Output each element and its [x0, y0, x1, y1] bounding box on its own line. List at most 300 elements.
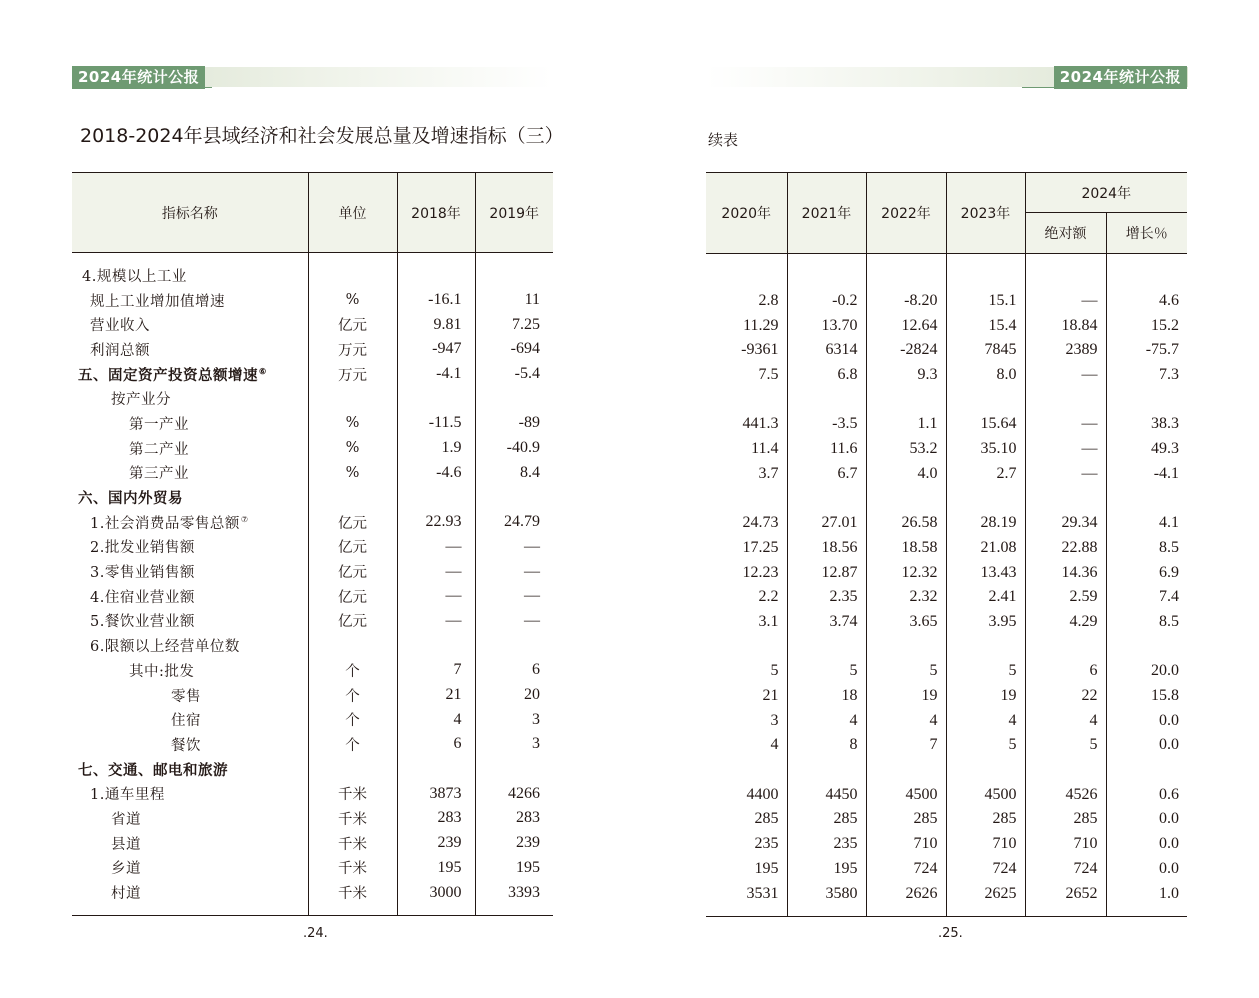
value-2024-absolute: — [1025, 437, 1106, 462]
table-row [706, 363, 1187, 388]
value-2024-growth: 49.3 [1151, 440, 1180, 458]
value-2018: — [397, 559, 475, 584]
indicator-label: 县道 [111, 836, 141, 853]
table-row [72, 757, 553, 782]
value-2024-absolute [1025, 486, 1106, 511]
value-2024-growth: 0.0 [1159, 859, 1180, 877]
table-row [72, 584, 553, 609]
unit-cell: 个 [308, 658, 397, 683]
table-row [72, 288, 553, 313]
unit-cell: 个 [308, 707, 397, 732]
value-2024-growth [1106, 486, 1187, 511]
table-row [72, 411, 553, 436]
value-2023: 724 [946, 857, 1025, 882]
value-2020: 3.1 [706, 610, 787, 635]
value-2020: -9361 [706, 338, 787, 363]
value-2022: 18.58 [866, 536, 946, 561]
value-2024-absolute: 285 [1025, 807, 1106, 832]
value-2022: 285 [866, 807, 946, 832]
value-2020: 285 [706, 807, 787, 832]
value-2018: 21 [397, 683, 475, 708]
indicator-name [72, 559, 308, 584]
value-2024-growth [1106, 387, 1187, 412]
spacer-cell [475, 905, 553, 916]
value-2018: 195 [397, 856, 475, 881]
value-2018 [397, 633, 475, 658]
value-2018: 239 [397, 831, 475, 856]
table-row [706, 387, 1187, 412]
value-2021: 27.01 [787, 511, 866, 536]
unit-cell: 个 [308, 732, 397, 757]
indicator-name [72, 683, 308, 708]
table-row [706, 659, 1187, 684]
value-2022: 4.0 [866, 462, 946, 487]
value-2023: 15.4 [946, 313, 1025, 338]
column-header-indicator: 指标名称 [72, 173, 308, 253]
value-2021: 6314 [787, 338, 866, 363]
unit-cell: 亿元 [308, 609, 397, 634]
footnote-marker: ⑦ [240, 514, 249, 524]
table-row [72, 337, 553, 362]
value-2021: 4450 [787, 782, 866, 807]
value-2024-growth: 15.8 [1151, 687, 1180, 705]
value-2024-absolute: 2652 [1025, 881, 1106, 906]
value-2019: 24.79 [504, 513, 540, 531]
indicator-name [72, 633, 308, 658]
spacer-cell [706, 254, 787, 265]
value-2019: 11 [524, 291, 540, 309]
value-2021: 195 [787, 857, 866, 882]
column-group-2024: 2024年 [1025, 173, 1187, 213]
value-2020: 5 [706, 659, 787, 684]
value-2024-absolute [1025, 387, 1106, 412]
table-row [706, 733, 1187, 758]
indicator-name [72, 831, 308, 856]
value-2020: 3531 [706, 881, 787, 906]
unit-cell: % [308, 461, 397, 486]
value-2020: 441.3 [706, 412, 787, 437]
column-header-2018: 2018年 [397, 173, 475, 253]
value-2022: -8.20 [866, 289, 946, 314]
indicator-label: 村道 [111, 886, 141, 903]
spacer-cell [1025, 906, 1106, 917]
value-2018 [397, 485, 475, 510]
value-2024-growth: 0.6 [1159, 785, 1180, 803]
table-row [706, 412, 1187, 437]
value-2023: 2.41 [946, 585, 1025, 610]
unit-cell: 万元 [308, 362, 397, 387]
indicator-name [72, 757, 308, 782]
spacer-cell [866, 254, 946, 265]
value-2024-absolute: 6 [1025, 659, 1106, 684]
value-2024-absolute: — [1025, 363, 1106, 388]
value-2023: 35.10 [946, 437, 1025, 462]
spacer-cell [946, 254, 1025, 265]
value-2023: 2.7 [946, 462, 1025, 487]
unit-cell: 亿元 [308, 535, 397, 560]
value-2023: 19 [946, 684, 1025, 709]
value-2018: 7 [397, 658, 475, 683]
value-2020: 235 [706, 832, 787, 857]
spacer-row [706, 254, 1187, 265]
indicator-label: 4.规模以上工业 [82, 268, 187, 285]
value-2019: -5.4 [514, 365, 540, 383]
value-2018: 22.93 [397, 510, 475, 535]
value-2021 [787, 264, 866, 289]
value-2022: 12.32 [866, 560, 946, 585]
value-2019: 20 [524, 686, 540, 704]
value-2021: 13.70 [787, 313, 866, 338]
indicator-label: 规上工业增加值增速 [90, 293, 225, 310]
column-header-2021: 2021年 [787, 173, 866, 254]
value-2022: 53.2 [866, 437, 946, 462]
value-2022 [866, 758, 946, 783]
spacer-cell [787, 254, 866, 265]
value-2022: 5 [866, 659, 946, 684]
value-2024-absolute: 22.88 [1025, 536, 1106, 561]
value-2023: 4 [946, 708, 1025, 733]
value-2021: 3580 [787, 881, 866, 906]
value-2024-growth: 6.9 [1159, 563, 1180, 581]
spacer-row [706, 906, 1187, 917]
value-2024-growth: 7.3 [1159, 366, 1180, 384]
value-2018: 3000 [397, 880, 475, 905]
value-2021: 18.56 [787, 536, 866, 561]
unit-cell: 亿元 [308, 559, 397, 584]
table-row [72, 535, 553, 560]
value-2022: 4500 [866, 782, 946, 807]
value-2024-growth: 0.0 [1159, 810, 1180, 828]
indicator-name [72, 732, 308, 757]
value-2022 [866, 387, 946, 412]
unit-cell: 千米 [308, 781, 397, 806]
value-2019: 6 [532, 661, 540, 679]
value-2024-growth: 4.6 [1159, 292, 1180, 310]
indicator-name [72, 658, 308, 683]
indicator-label: 利润总额 [90, 342, 150, 359]
value-2018: 1.9 [397, 436, 475, 461]
value-2023: 3.95 [946, 610, 1025, 635]
value-2020: 2.8 [706, 289, 787, 314]
table-row [72, 732, 553, 757]
value-2019: 239 [516, 834, 540, 852]
left-data-table [72, 172, 553, 916]
table-row [72, 362, 553, 387]
value-2021 [787, 758, 866, 783]
table-row [706, 610, 1187, 635]
unit-cell: 千米 [308, 880, 397, 905]
page-number: .24. [303, 926, 328, 941]
value-2019: 283 [516, 809, 540, 827]
table-row [72, 461, 553, 486]
value-2019 [475, 386, 553, 411]
value-2020 [706, 264, 787, 289]
value-2018: -4.1 [397, 362, 475, 387]
value-2018 [397, 263, 475, 288]
value-2023: 13.43 [946, 560, 1025, 585]
value-2021: 11.6 [787, 437, 866, 462]
right-data-table [706, 172, 1187, 917]
value-2024-absolute: 18.84 [1025, 313, 1106, 338]
indicator-label: 营业收入 [90, 318, 150, 335]
value-2024-growth: -4.1 [1153, 464, 1180, 482]
indicator-label: 零售 [171, 688, 201, 705]
value-2020: 17.25 [706, 536, 787, 561]
header-label: 2024年统计公报 [72, 66, 205, 89]
value-2023: 8.0 [946, 363, 1025, 388]
table-row [706, 758, 1187, 783]
spacer-cell [72, 253, 308, 264]
spacer-cell [1106, 254, 1187, 265]
indicator-label: 六、国内外贸易 [78, 490, 183, 508]
spacer-cell [787, 906, 866, 917]
column-header-unit: 单位 [308, 173, 397, 253]
value-2022: 7 [866, 733, 946, 758]
value-2024-absolute: 22 [1025, 684, 1106, 709]
value-2020: 7.5 [706, 363, 787, 388]
value-2018: 4 [397, 707, 475, 732]
value-2019: 195 [516, 858, 540, 876]
unit-cell: 亿元 [308, 510, 397, 535]
value-2024-growth: 38.3 [1151, 415, 1180, 433]
value-2021: 6.8 [787, 363, 866, 388]
value-2019: 3 [532, 735, 540, 753]
value-2018: — [397, 535, 475, 560]
indicator-name [72, 707, 308, 732]
value-2022 [866, 634, 946, 659]
value-2024-growth: -75.7 [1145, 341, 1180, 359]
indicator-name [72, 781, 308, 806]
value-2024-growth [1106, 634, 1187, 659]
table-row [706, 338, 1187, 363]
value-2024-absolute: 2389 [1025, 338, 1106, 363]
value-2019: — [524, 587, 540, 605]
value-2021: 3.74 [787, 610, 866, 635]
value-2024-absolute: 710 [1025, 832, 1106, 857]
indicator-label: 5.餐饮业营业额 [90, 614, 195, 631]
value-2018 [397, 757, 475, 782]
table-row [72, 633, 553, 658]
value-2019: — [524, 562, 540, 580]
column-header-growth: 增长％ [1106, 213, 1187, 254]
value-2024-growth: 15.2 [1151, 316, 1180, 334]
value-2021: 2.35 [787, 585, 866, 610]
value-2022 [866, 264, 946, 289]
table-row [72, 609, 553, 634]
value-2024-absolute: 29.34 [1025, 511, 1106, 536]
indicator-name [72, 263, 308, 288]
value-2021 [787, 634, 866, 659]
indicator-label: 1.通车里程 [90, 787, 165, 804]
indicator-name [72, 411, 308, 436]
table-row [72, 856, 553, 881]
value-2019: — [524, 611, 540, 629]
value-2024-absolute [1025, 634, 1106, 659]
value-2022: 1.1 [866, 412, 946, 437]
table-row [72, 707, 553, 732]
value-2024-growth: 0.0 [1159, 736, 1180, 754]
indicator-label: 2.批发业销售额 [90, 540, 195, 557]
indicator-label: 餐饮 [171, 737, 201, 754]
indicator-label: 五、固定资产投资总额增速 [78, 366, 258, 384]
value-2022: 4 [866, 708, 946, 733]
unit-cell [308, 263, 397, 288]
indicator-label: 3.零售业销售额 [90, 565, 195, 582]
table-row [72, 386, 553, 411]
value-2022: 26.58 [866, 511, 946, 536]
value-2023: 4500 [946, 782, 1025, 807]
value-2024-growth: 0.0 [1159, 835, 1180, 853]
value-2018: -11.5 [397, 411, 475, 436]
value-2024-absolute: 5 [1025, 733, 1106, 758]
value-2020: 195 [706, 857, 787, 882]
header-label: 2024年统计公报 [1054, 66, 1187, 89]
column-header-2020: 2020年 [706, 173, 787, 254]
table-title: 2018-2024年县域经济和社会发展总量及增速指标（三） [80, 125, 564, 147]
unit-cell: % [308, 436, 397, 461]
value-2019: 3393 [508, 883, 540, 901]
unit-cell: 千米 [308, 856, 397, 881]
table-row [706, 807, 1187, 832]
indicator-label: 6.限额以上经营单位数 [90, 639, 240, 656]
value-2020: 24.73 [706, 511, 787, 536]
table-row [72, 683, 553, 708]
value-2021 [787, 387, 866, 412]
table-row [72, 806, 553, 831]
spacer-cell [475, 253, 553, 264]
table-row [706, 437, 1187, 462]
value-2024-absolute: 4.29 [1025, 610, 1106, 635]
value-2024-absolute [1025, 758, 1106, 783]
table-row [706, 634, 1187, 659]
value-2024-absolute: 2.59 [1025, 585, 1106, 610]
value-2023: 5 [946, 659, 1025, 684]
value-2024-absolute: 4526 [1025, 782, 1106, 807]
unit-cell: % [308, 411, 397, 436]
spacer-cell [72, 905, 308, 916]
indicator-label: 省道 [111, 811, 141, 828]
value-2023: 7845 [946, 338, 1025, 363]
value-2023: 15.1 [946, 289, 1025, 314]
value-2019: 4266 [508, 784, 540, 802]
value-2023 [946, 634, 1025, 659]
unit-cell [308, 633, 397, 658]
value-2024-absolute: 4 [1025, 708, 1106, 733]
value-2021: -0.2 [787, 289, 866, 314]
table-row [706, 289, 1187, 314]
indicator-name [72, 312, 308, 337]
value-2024-growth: 0.0 [1159, 711, 1180, 729]
table-row [706, 511, 1187, 536]
value-2020: 21 [706, 684, 787, 709]
page-number: .25. [938, 926, 963, 941]
table-row [72, 781, 553, 806]
indicator-name [72, 535, 308, 560]
value-2021: 18 [787, 684, 866, 709]
unit-cell [308, 757, 397, 782]
spacer-row [72, 905, 553, 916]
spacer-cell [1106, 906, 1187, 917]
spacer-row [72, 253, 553, 264]
value-2021: 285 [787, 807, 866, 832]
value-2024-growth: 8.5 [1159, 538, 1180, 556]
table-row [72, 510, 553, 535]
value-2019: -694 [510, 340, 540, 358]
value-2023 [946, 758, 1025, 783]
value-2022: 3.65 [866, 610, 946, 635]
unit-cell: 万元 [308, 337, 397, 362]
indicator-label: 其中:批发 [129, 663, 195, 680]
value-2019 [475, 757, 553, 782]
value-2023: 710 [946, 832, 1025, 857]
value-2022: 9.3 [866, 363, 946, 388]
table-row [72, 436, 553, 461]
value-2024-growth [1106, 264, 1187, 289]
table-row [706, 462, 1187, 487]
spacer-cell [1025, 254, 1106, 265]
table-row [72, 658, 553, 683]
indicator-label: 4.住宿业营业额 [90, 589, 195, 606]
table-row [706, 536, 1187, 561]
table-row [72, 831, 553, 856]
table-row [706, 881, 1187, 906]
value-2024-absolute: — [1025, 462, 1106, 487]
indicator-name [72, 806, 308, 831]
indicator-label: 乡道 [111, 861, 141, 878]
value-2021: 235 [787, 832, 866, 857]
table-row [72, 312, 553, 337]
table-row [72, 485, 553, 510]
table-row [706, 857, 1187, 882]
table-row [72, 880, 553, 905]
indicator-name [72, 288, 308, 313]
value-2023: 2625 [946, 881, 1025, 906]
value-2024-growth [1106, 758, 1187, 783]
value-2020 [706, 758, 787, 783]
value-2019: — [524, 537, 540, 555]
value-2020: 3 [706, 708, 787, 733]
value-2022: 2626 [866, 881, 946, 906]
value-2020: 2.2 [706, 585, 787, 610]
value-2020 [706, 486, 787, 511]
unit-cell: % [308, 288, 397, 313]
value-2021: 8 [787, 733, 866, 758]
unit-cell [308, 485, 397, 510]
indicator-name [72, 584, 308, 609]
value-2019: -89 [518, 414, 540, 432]
table-row [706, 560, 1187, 585]
value-2022: -2824 [866, 338, 946, 363]
value-2021: -3.5 [787, 412, 866, 437]
indicator-name [72, 337, 308, 362]
value-2020: 11.29 [706, 313, 787, 338]
value-2020 [706, 387, 787, 412]
indicator-label: 第一产业 [129, 416, 189, 433]
indicator-name [72, 461, 308, 486]
unit-cell [308, 386, 397, 411]
spacer-cell [946, 906, 1025, 917]
spacer-cell [308, 253, 397, 264]
value-2019: 8.4 [520, 463, 540, 481]
value-2019: 7.25 [512, 315, 540, 333]
value-2018: 6 [397, 732, 475, 757]
value-2022: 710 [866, 832, 946, 857]
column-header-2019: 2019年 [475, 173, 553, 253]
value-2024-absolute: — [1025, 412, 1106, 437]
table-row [706, 684, 1187, 709]
column-header-2022: 2022年 [866, 173, 946, 254]
value-2024-absolute: — [1025, 289, 1106, 314]
